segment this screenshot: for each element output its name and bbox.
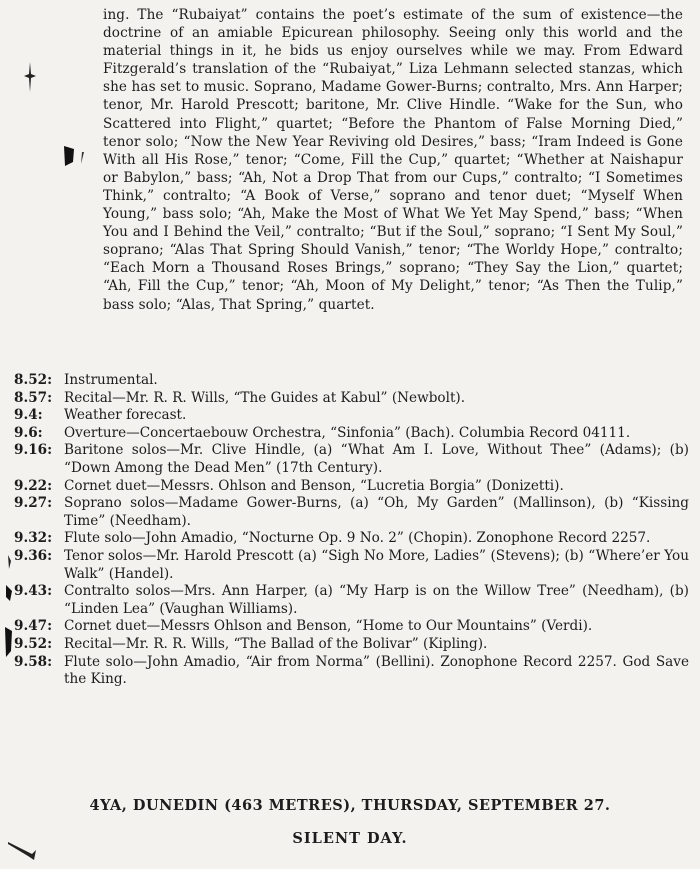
program-entry [14, 495, 689, 530]
program-entry [14, 425, 689, 443]
program-time: 9.36: [14, 547, 53, 564]
program-text: Cornet duet—Messrs. Ohlson and Benson, “Lucretia Borgia” (Donizetti). [64, 477, 564, 494]
program-time: 9.16: [14, 442, 53, 459]
margin-mark-top [22, 62, 38, 92]
program-entry [14, 530, 689, 548]
silent-day-label: SILENT DAY. [292, 830, 408, 847]
program-entry [14, 548, 689, 583]
program-text: Tenor solos—Mr. Harold Prescott (a) “Sigh No More, Ladies” (Stevens); (b) “Where’er You Walk” (Handel). [64, 547, 689, 582]
program-text: Flute solo—John Amadio, “Nocturne Op. 9 No. 2” (Chopin). Zonophone Record 2257. [64, 530, 651, 547]
program-text: Baritone solos—Mr. Clive Hindle, (a) “What Am I. Love, Without Thee” (Adams); (b) “Down Among the Dead Men” (17th Century). [64, 442, 689, 476]
program-time: 9.47: [14, 618, 53, 635]
program-entry [14, 390, 689, 408]
program-time: 9.4: [14, 407, 43, 424]
program-time: 9.43: [14, 583, 53, 600]
program-entry [14, 583, 689, 618]
program-time: 9.58: [14, 653, 53, 670]
program-time: 9.6: [14, 424, 43, 441]
program-time: 9.22: [14, 477, 53, 494]
program-text: Recital—Mr. R. R. Wills, “The Ballad of the Bolivar” (Kipling). [64, 635, 488, 652]
program-time: 9.52: [14, 635, 53, 652]
rubaiyat-description: ing. The “Rubaiyat” contains the poet’s estimate of the sum of existence—the doctrine of an amiable Epicurean philosophy. Seeing only this world and the material things in it, he bids us enjoy ourselves while we may. From Edward Fitzgerald’s translation of the “Rubaiyat,” Liza Lehmann selected stanzas, which she has set to music. Soprano, Madame Gower-Burns; contralto, Mrs. Ann Harper; tenor, Mr. Harold Prescott; baritone, Mr. Clive Hindle. “Wake for the Sun, who Scattered into Flight,” quartet; “Before the Phantom of False Morning Died,” tenor solo; “Now the New Year Reviving old Desires,” bass; “Iram Indeed is Gone With all His Rose,” tenor; “Come, Fill the Cup,” quartet; “Whether at Naishapur or Babylon,” bass; “Ah, Not a Drop That from our Cups,” contralto; “I Sometimes Think,” contralto; “A Book of Verse,” soprano and tenor duet; “Myself When Young,” bass solo; “Ah, Make the Most of What We Yet May Spend,” bass; “When You and I Behind the Veil,” contralto; “But if the Soul,” soprano; “I Sent My Soul,” soprano; “Alas That Spring Should Vanish,” tenor; “The Worldy Hope,” contralto; “Each Morn a Thousand Roses Brings,” soprano; “They Say the Lion,” quartet; “Ah, Fill the Cup,” tenor; “Ah, Moon of My Delight,” tenor; “As Then the Tulip,” bass solo; “Alas, That Spring,” quartet. [103, 7, 683, 313]
program-text: Cornet duet—Messrs Ohlson and Benson, “Home to Our Mountains” (Verdi). [64, 618, 593, 635]
program-text: Weather forecast. [64, 407, 187, 424]
margin-mark-middle [60, 140, 90, 170]
program-entry [14, 478, 689, 496]
program-entry [14, 654, 689, 689]
program-text: Soprano solos—Madame Gower-Burns, (a) “Oh, My Garden” (Mallinson), (b) “Kissing Time” (Needham). [64, 495, 689, 529]
program-entry [14, 636, 689, 654]
program-entry [14, 407, 689, 425]
program-entry [14, 372, 689, 390]
program-entry [14, 442, 689, 477]
program-time: 8.52: [14, 372, 53, 388]
program-text: Contralto solos—Mrs. Ann Harper, (a) “My Harp is on the Willow Tree” (Needham), (b) “Linden Lea” (Vaughan Williams). [64, 583, 689, 617]
program-time: 9.32: [14, 530, 53, 547]
program-text: Flute solo—John Amadio, “Air from Norma” (Bellini). Zonophone Record 2257. God Save the King. [64, 653, 689, 688]
program-text: Overture—Concertaebouw Orchestra, “Sinfonia” (Bach). Columbia Record 04111. [64, 424, 631, 441]
program-text: Instrumental. [64, 372, 158, 388]
program-entry [14, 618, 689, 636]
program-time: 8.57: [14, 389, 53, 406]
program-list [14, 372, 689, 689]
program-time: 9.27: [14, 495, 53, 512]
station-heading: 4YA, DUNEDIN (463 METRES), THURSDAY, SEPTEMBER 27. [89, 797, 611, 814]
program-text: Recital—Mr. R. R. Wills, “The Guides at Kabul” (Newbolt). [64, 389, 466, 406]
